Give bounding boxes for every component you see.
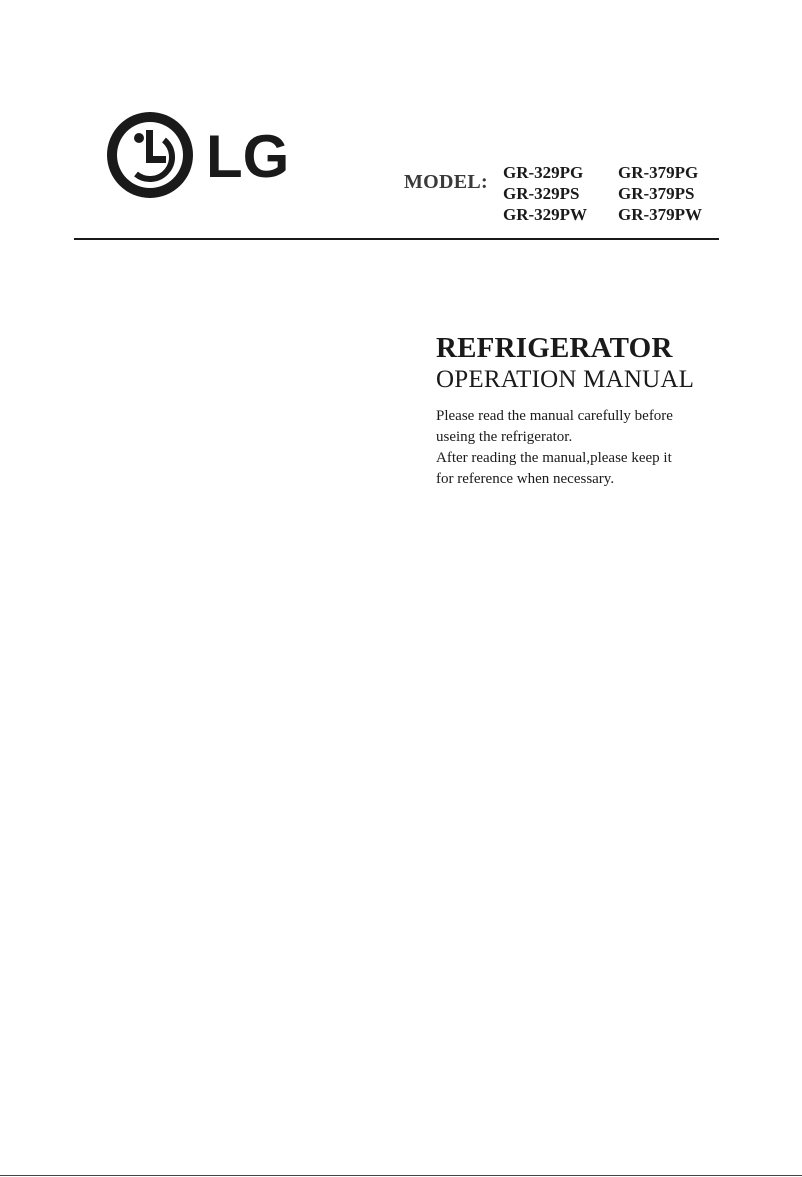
intro-line: After reading the manual,please keep it	[436, 450, 672, 466]
model-number: GR-379PW	[618, 205, 703, 224]
document-subtitle: OPERATION MANUAL	[436, 366, 695, 393]
model-number: GR-379PS	[618, 184, 695, 203]
model-number: GR-379PG	[618, 163, 699, 182]
lg-logo	[106, 110, 306, 202]
intro-line: useing the refrigerator.	[436, 429, 573, 445]
document-title: REFRIGERATOR	[436, 332, 673, 364]
intro-line: for reference when necessary.	[436, 471, 615, 487]
intro-paragraph	[436, 406, 726, 490]
model-number: GR-329PG	[503, 163, 584, 182]
page-bottom-edge	[0, 1175, 802, 1176]
intro-line: Please read the manual carefully before	[436, 408, 673, 424]
brand-name: LG	[206, 123, 290, 190]
model-number-list	[503, 163, 728, 226]
header-divider	[74, 238, 719, 240]
model-label: MODEL:	[404, 171, 489, 193]
model-number: GR-329PW	[503, 205, 588, 224]
model-number: GR-329PS	[503, 184, 580, 203]
lg-logo-icon	[106, 110, 306, 202]
